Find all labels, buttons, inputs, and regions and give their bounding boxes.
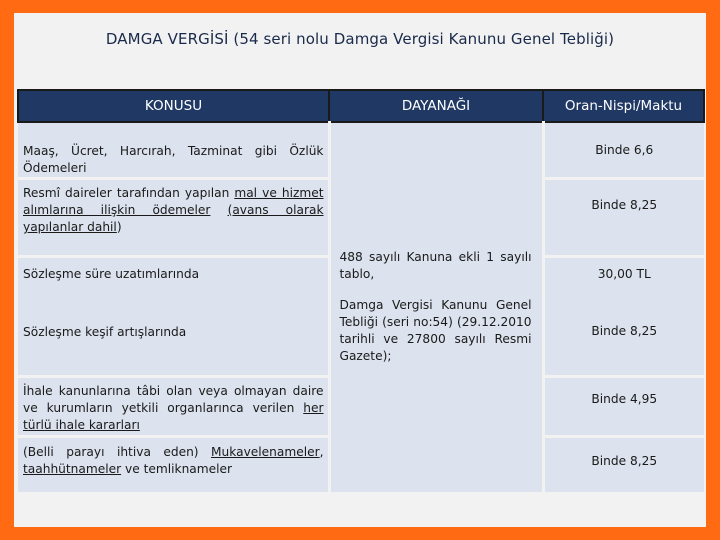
konu-cell [18,377,329,437]
tax-table [17,89,705,492]
header-dayanagi: DAYANAĞI [329,90,543,122]
oran-cell [543,317,704,377]
page-title: DAMGA VERGİSİ (54 seri nolu Damga Vergisi Kanunu Genel Tebliği) [105,30,615,48]
konu-cell [18,437,329,492]
konu-cell [18,257,329,317]
konu-text-underlined: her türlü ihale kararları [23,401,324,432]
konu-cell [18,179,329,257]
konu-text [23,438,324,478]
konu-text [23,378,324,434]
konu-text-underlined: (avans olarak yapılanlar dahil [23,203,324,234]
oran-text: 30,00 TL [597,267,651,281]
konu-text-underlined: Mukavelenameler [211,445,320,459]
oran-text: Binde 4,95 [591,392,658,406]
konu-text-part [210,203,227,217]
dayanak-line-2: Damga Vergisi Kanunu Genel Tebliği (seri no:54) (29.12.2010 tarihli ve 27800 sayılı Resmi Gazete); [339,298,532,364]
oran-cell [543,437,704,492]
oran-text: Binde 6,6 [595,143,654,157]
oran-text: Binde 8,25 [591,198,658,212]
konu-text: Sözleşme süre uzatımlarında [23,267,200,281]
konu-text-part: Resmî daireler tarafından yapılan [23,186,235,200]
table-header-row [18,90,704,122]
oran-cell [543,179,704,257]
oran-cell [543,122,704,179]
konu-text-part: (Belli parayı ihtiva eden) [23,445,212,459]
konu-cell [18,317,329,377]
konu-text: Maaş, Ücret, Harcırah, Tazminat gibi Özlük Ödemeleri [23,144,324,175]
konu-text: Sözleşme keşif artışlarında [23,324,187,339]
konu-text-underlined: mal ve hizmet alımlarına ilişkin ödemeler [23,186,324,217]
konu-text-underlined: taahhütnameler [23,462,122,476]
konu-text-part: , [319,445,324,459]
table-row [18,122,704,179]
oran-cell [543,257,704,317]
konu-cell [18,122,329,179]
dayanak-cell [329,122,543,492]
konu-text-part: İhale kanunlarına tâbi olan veya olmayan daire ve kurumların yetkili organlarınca verilen [23,384,324,415]
konu-text-part: ) [116,220,122,234]
oran-cell [543,377,704,437]
dayanak-line-1: 488 sayılı Kanuna ekli 1 sayılı tablo, [339,250,532,282]
konu-text [23,180,324,236]
oran-text: Binde 8,25 [591,323,658,338]
header-oran: Oran-Nispi/Maktu [543,90,704,122]
oran-text: Binde 8,25 [591,454,658,468]
konu-text-part: ve temliknameler [121,462,233,476]
header-konusu: KONUSU [18,90,329,122]
